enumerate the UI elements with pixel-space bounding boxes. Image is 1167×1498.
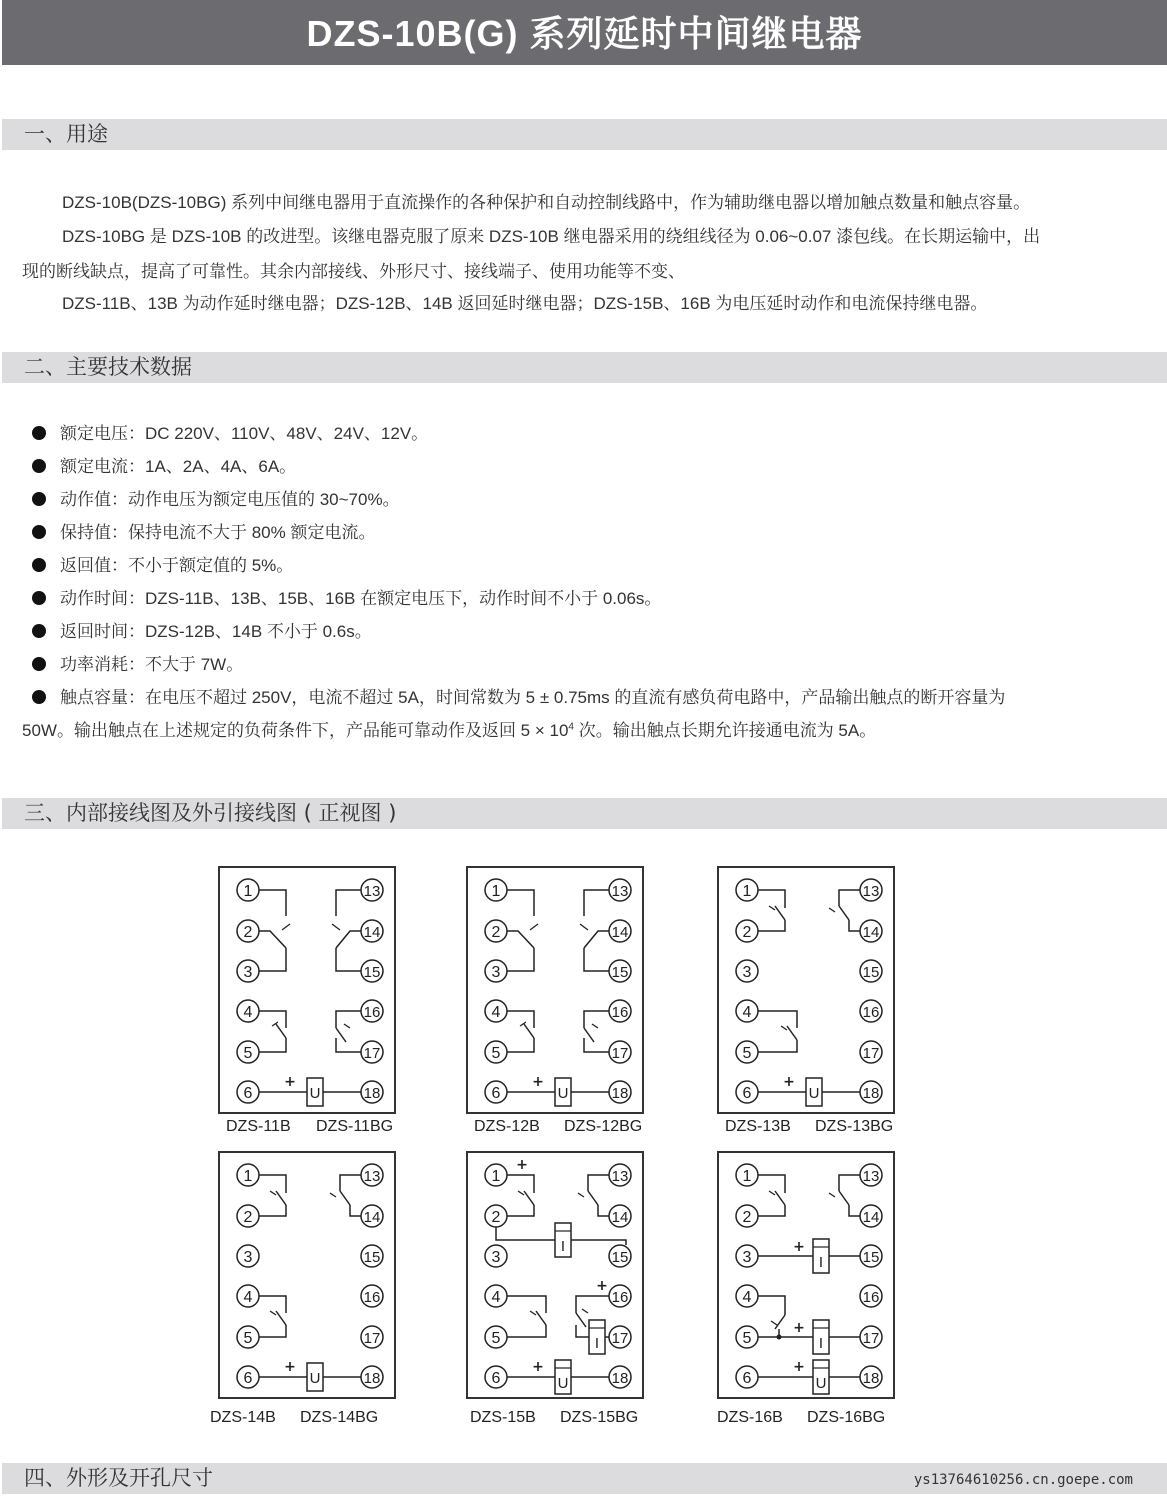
delay-mark bbox=[769, 1191, 775, 1195]
wire bbox=[584, 931, 609, 948]
wire bbox=[598, 1205, 609, 1216]
spec-text: 额定电流：1A、2A、4A、6A。 bbox=[60, 457, 297, 476]
wire bbox=[849, 1205, 860, 1216]
wiring-diagram bbox=[218, 866, 396, 1114]
wire bbox=[758, 1296, 785, 1315]
section-heading-usage: 一、用途 bbox=[2, 119, 1167, 150]
terminal-number: 6 bbox=[243, 1085, 253, 1102]
wire bbox=[536, 1311, 546, 1325]
terminal-number: 16 bbox=[363, 1289, 381, 1306]
spec-item bbox=[32, 683, 1005, 708]
wire bbox=[588, 1175, 609, 1191]
coil-label: U bbox=[557, 1375, 569, 1392]
usage-paragraph-2a: DZS-10BG 是 DZS-10B 的改进型。该继电器克服了原来 DZS-10B 继电器采用的绕组线径为 0.06~0.07 漆包线。在长期运输中，出 bbox=[62, 227, 1041, 246]
terminal-number: 17 bbox=[862, 1330, 880, 1347]
section-heading-dimensions: 四、外形及开孔尺寸 bbox=[2, 1463, 1167, 1494]
spec-text: 动作值：动作电压为额定电压值的 30~70%。 bbox=[60, 490, 400, 509]
terminal-number: 17 bbox=[611, 1330, 629, 1347]
wire bbox=[584, 890, 609, 916]
terminal-number: 4 bbox=[243, 1004, 253, 1021]
terminal-number: 3 bbox=[243, 1249, 253, 1266]
spec-item bbox=[32, 485, 400, 510]
spec-text: 保持值：保持电流不大于 80% 额定电流。 bbox=[60, 523, 376, 542]
wire bbox=[276, 1191, 286, 1205]
spec-text: 功率消耗：不大于 7W。 bbox=[60, 655, 244, 674]
model-label: DZS-14BG bbox=[300, 1409, 379, 1426]
wire bbox=[584, 1028, 594, 1042]
terminal-number: 13 bbox=[862, 1168, 880, 1185]
bullet-icon bbox=[32, 492, 46, 506]
model-label: DZS-13B bbox=[725, 1118, 791, 1135]
terminal-number: 5 bbox=[742, 1045, 752, 1062]
wire bbox=[787, 1026, 797, 1040]
terminal-number: 3 bbox=[742, 964, 752, 981]
delay-mark bbox=[530, 924, 538, 930]
page-title: DZS-10B(G) 系列延时中间继电器 bbox=[2, 0, 1167, 65]
terminal-number: 2 bbox=[491, 924, 501, 941]
usage-paragraph-2b: 现的断线缺点，提高了可靠性。其余内部接线、外形尺寸、接线端子、使用功能等不变、 bbox=[22, 262, 685, 281]
terminal-number: 15 bbox=[363, 1249, 381, 1266]
wire bbox=[336, 1011, 361, 1028]
terminal-number: 5 bbox=[491, 1330, 501, 1347]
wire bbox=[576, 1313, 586, 1327]
model-label: DZS-14B bbox=[210, 1409, 276, 1426]
terminal-number: 13 bbox=[611, 1168, 629, 1185]
spec-continuation bbox=[22, 716, 876, 741]
bullet-icon bbox=[32, 657, 46, 671]
wire bbox=[336, 890, 361, 916]
spec-item bbox=[32, 419, 428, 444]
plus-sign: + bbox=[532, 1359, 544, 1375]
terminal-number: 4 bbox=[742, 1004, 752, 1021]
wire bbox=[276, 1024, 286, 1038]
terminal-number: 6 bbox=[742, 1085, 752, 1102]
wire bbox=[259, 890, 286, 916]
wire bbox=[340, 1175, 361, 1191]
terminal-number: 6 bbox=[742, 1370, 752, 1387]
terminal-number: 1 bbox=[742, 883, 752, 900]
plus-sign: + bbox=[284, 1359, 296, 1375]
wire bbox=[758, 1175, 785, 1193]
section-heading-wiring: 三、内部接线图及外引接线图 ( 正视图 ) bbox=[2, 798, 1167, 829]
spec-item bbox=[32, 617, 372, 642]
wire bbox=[849, 920, 860, 931]
delay-mark bbox=[518, 1191, 524, 1195]
terminal-number: 4 bbox=[491, 1004, 501, 1021]
wire bbox=[336, 948, 361, 971]
junction-dot bbox=[777, 1335, 782, 1340]
plus-sign: + bbox=[793, 1359, 805, 1375]
wire bbox=[758, 890, 785, 908]
spec-text: 额定电压：DC 220V、110V、48V、24V、12V。 bbox=[60, 424, 429, 443]
wire bbox=[336, 1038, 361, 1052]
spec-item bbox=[32, 584, 661, 609]
section-heading-specs: 二、主要技术数据 bbox=[2, 352, 1167, 383]
coil-label: U bbox=[309, 1085, 321, 1102]
delay-mark bbox=[578, 1193, 584, 1197]
plus-sign: + bbox=[793, 1320, 805, 1336]
wiring-diagram bbox=[717, 1151, 895, 1399]
wire bbox=[507, 948, 534, 971]
terminal-number: 18 bbox=[611, 1085, 629, 1102]
delay-mark bbox=[270, 1191, 276, 1195]
spec-text: 动作时间：DZS-11B、13B、15B、16B 在额定电压下，动作时间不小于 0.06s。 bbox=[60, 589, 662, 608]
wire bbox=[507, 1175, 534, 1193]
model-label: DZS-13BG bbox=[815, 1118, 894, 1135]
delay-mark bbox=[582, 1309, 588, 1313]
terminal-number: 2 bbox=[243, 1209, 253, 1226]
terminal-number: 18 bbox=[862, 1370, 880, 1387]
delay-mark bbox=[771, 1321, 777, 1325]
delay-mark bbox=[270, 1311, 276, 1315]
spec-text: 触点容量：在电压不超过 250V，电流不超过 5A，时间常数为 5 ± 0.75ms 的直流有感负荷电路中，产品输出触点的断开容量为 bbox=[60, 688, 1006, 707]
terminal-number: 18 bbox=[363, 1370, 381, 1387]
delay-mark bbox=[769, 906, 775, 910]
wire bbox=[775, 1315, 785, 1329]
model-label: DZS-11B bbox=[226, 1118, 291, 1135]
coil-label: U bbox=[808, 1085, 820, 1102]
spec-text: 返回值：不小于额定值的 5%。 bbox=[60, 556, 294, 575]
spec-exponent: 4 bbox=[568, 721, 574, 733]
wire bbox=[758, 1040, 797, 1052]
terminal-number: 4 bbox=[742, 1289, 752, 1306]
terminal-number: 13 bbox=[363, 1168, 381, 1185]
wire bbox=[758, 1011, 797, 1028]
wire bbox=[259, 1205, 286, 1216]
terminal-number: 14 bbox=[363, 924, 381, 941]
terminal-number: 15 bbox=[611, 964, 629, 981]
terminal-number: 17 bbox=[611, 1045, 629, 1062]
terminal-number: 2 bbox=[491, 1209, 501, 1226]
terminal-number: 14 bbox=[862, 924, 880, 941]
bullet-icon bbox=[32, 426, 46, 440]
wire bbox=[839, 906, 849, 920]
wire bbox=[507, 1296, 546, 1313]
wire bbox=[524, 1191, 534, 1205]
coil-label: I bbox=[818, 1335, 824, 1352]
coil-label: U bbox=[309, 1370, 321, 1387]
wire bbox=[507, 1205, 534, 1216]
plus-sign: + bbox=[793, 1239, 805, 1255]
wire bbox=[839, 890, 860, 906]
model-label: DZS-12BG bbox=[564, 1118, 643, 1135]
bullet-icon bbox=[32, 525, 46, 539]
delay-mark bbox=[829, 1193, 835, 1197]
terminal-number: 13 bbox=[363, 883, 381, 900]
wire bbox=[576, 1296, 609, 1313]
wire bbox=[259, 931, 286, 948]
terminal-number: 1 bbox=[243, 1168, 253, 1185]
terminal-number: 1 bbox=[491, 1168, 501, 1185]
terminal-number: 1 bbox=[742, 1168, 752, 1185]
terminal-number: 16 bbox=[862, 1289, 880, 1306]
terminal-number: 2 bbox=[742, 1209, 752, 1226]
terminal-number: 14 bbox=[862, 1209, 880, 1226]
terminal-number: 18 bbox=[363, 1085, 381, 1102]
wire bbox=[507, 931, 534, 948]
wire bbox=[758, 920, 785, 931]
wire bbox=[584, 1038, 609, 1052]
delay-mark bbox=[332, 924, 340, 930]
terminal-number: 16 bbox=[363, 1004, 381, 1021]
terminal-number: 5 bbox=[243, 1045, 253, 1062]
model-label: DZS-16B bbox=[717, 1409, 783, 1426]
wire bbox=[259, 1296, 286, 1313]
wiring-diagram bbox=[466, 866, 644, 1114]
terminal-number: 4 bbox=[243, 1289, 253, 1306]
plus-sign: + bbox=[516, 1157, 528, 1173]
terminal-number: 13 bbox=[611, 883, 629, 900]
terminal-number: 3 bbox=[742, 1249, 752, 1266]
wiring-diagram bbox=[466, 1151, 644, 1399]
spec-text: 返回时间：DZS-12B、14B 不小于 0.6s。 bbox=[60, 622, 372, 641]
spec-item bbox=[32, 452, 296, 477]
wire bbox=[584, 1011, 609, 1028]
plus-sign: + bbox=[284, 1074, 296, 1090]
wire bbox=[588, 1191, 598, 1205]
wire bbox=[839, 1191, 849, 1205]
terminal-number: 15 bbox=[611, 1249, 629, 1266]
bullet-icon bbox=[32, 690, 46, 704]
watermark: ys13764610256.cn.goepe.com bbox=[913, 1472, 1133, 1488]
wire bbox=[839, 1175, 860, 1191]
terminal-number: 3 bbox=[491, 964, 501, 981]
coil-label: I bbox=[818, 1254, 824, 1271]
wire bbox=[775, 1191, 785, 1205]
spec-continuation-text: 50W。输出触点在上述规定的负荷条件下，产品能可靠动作及返回 5 × 10 bbox=[22, 721, 569, 740]
plus-sign: + bbox=[596, 1278, 608, 1294]
spec-continuation-tail: 次。输出触点长期允许接通电流为 5A。 bbox=[573, 721, 877, 740]
wire bbox=[758, 1205, 785, 1216]
terminal-number: 17 bbox=[862, 1045, 880, 1062]
terminal-number: 14 bbox=[611, 1209, 629, 1226]
delay-mark bbox=[781, 1026, 787, 1030]
terminal-number: 6 bbox=[243, 1370, 253, 1387]
model-label: DZS-11BG bbox=[316, 1118, 394, 1135]
wire bbox=[259, 1175, 286, 1193]
wire bbox=[775, 906, 785, 920]
terminal-number: 14 bbox=[611, 924, 629, 941]
wire bbox=[507, 1038, 534, 1052]
terminal-number: 2 bbox=[742, 924, 752, 941]
usage-paragraph-1: DZS-10B(DZS-10BG) 系列中间继电器用于直流操作的各种保护和自动控制线路中，作为辅助继电器以增加触点数量和触点容量。 bbox=[62, 193, 1031, 212]
terminal-number: 5 bbox=[491, 1045, 501, 1062]
delay-mark bbox=[344, 1024, 350, 1028]
bullet-icon bbox=[32, 459, 46, 473]
delay-mark bbox=[530, 1311, 536, 1315]
wiring-diagram bbox=[717, 866, 895, 1114]
terminal-number: 16 bbox=[862, 1004, 880, 1021]
delay-mark bbox=[330, 1193, 336, 1197]
wire bbox=[259, 1325, 286, 1337]
delay-mark bbox=[592, 1024, 598, 1028]
terminal-number: 18 bbox=[862, 1085, 880, 1102]
wire bbox=[259, 948, 286, 971]
terminal-number: 6 bbox=[491, 1370, 501, 1387]
wire bbox=[259, 1038, 286, 1052]
delay-mark bbox=[282, 924, 290, 930]
wire bbox=[524, 1024, 534, 1038]
wire bbox=[584, 948, 609, 971]
terminal-number: 4 bbox=[491, 1289, 501, 1306]
terminal-number: 15 bbox=[363, 964, 381, 981]
spec-item bbox=[32, 650, 243, 675]
wire bbox=[336, 931, 361, 948]
terminal-number: 2 bbox=[243, 924, 253, 941]
delay-mark bbox=[829, 908, 835, 912]
terminal-number: 17 bbox=[363, 1045, 381, 1062]
wire bbox=[507, 1325, 546, 1337]
wire bbox=[340, 1191, 350, 1205]
model-label: DZS-15B bbox=[470, 1409, 536, 1426]
model-label: DZS-12B bbox=[474, 1118, 540, 1135]
wire bbox=[507, 890, 534, 916]
coil-label: U bbox=[815, 1375, 827, 1392]
bullet-icon bbox=[32, 558, 46, 572]
terminal-number: 1 bbox=[491, 883, 501, 900]
coil-label: I bbox=[594, 1335, 600, 1352]
wire bbox=[350, 1205, 361, 1216]
terminal-number: 6 bbox=[491, 1085, 501, 1102]
delay-mark bbox=[580, 924, 588, 930]
terminal-number: 3 bbox=[243, 964, 253, 981]
wire bbox=[276, 1311, 286, 1325]
wiring-diagram bbox=[218, 1151, 396, 1399]
terminal-number: 13 bbox=[862, 883, 880, 900]
bullet-icon bbox=[32, 591, 46, 605]
model-label: DZS-15BG bbox=[560, 1409, 639, 1426]
terminal-number: 5 bbox=[742, 1330, 752, 1347]
wire bbox=[336, 1028, 346, 1042]
terminal-number: 15 bbox=[862, 1249, 880, 1266]
plus-sign: + bbox=[532, 1074, 544, 1090]
terminal-number: 15 bbox=[862, 964, 880, 981]
terminal-number: 18 bbox=[611, 1370, 629, 1387]
spec-item bbox=[32, 518, 375, 543]
spec-item bbox=[32, 551, 293, 576]
coil-label: U bbox=[557, 1085, 569, 1102]
model-label: DZS-16BG bbox=[807, 1409, 886, 1426]
terminal-number: 16 bbox=[611, 1004, 629, 1021]
bullet-icon bbox=[32, 624, 46, 638]
terminal-number: 1 bbox=[243, 883, 253, 900]
usage-paragraph-3: DZS-11B、13B 为动作延时继电器；DZS-12B、14B 返回延时继电器；DZS-15B、16B 为电压延时动作和电流保持继电器。 bbox=[62, 294, 988, 313]
terminal-number: 17 bbox=[363, 1330, 381, 1347]
plus-sign: + bbox=[783, 1074, 795, 1090]
terminal-number: 16 bbox=[611, 1289, 629, 1306]
terminal-number: 5 bbox=[243, 1330, 253, 1347]
terminal-number: 3 bbox=[491, 1249, 501, 1266]
terminal-number: 14 bbox=[363, 1209, 381, 1226]
coil-label: I bbox=[560, 1238, 566, 1255]
